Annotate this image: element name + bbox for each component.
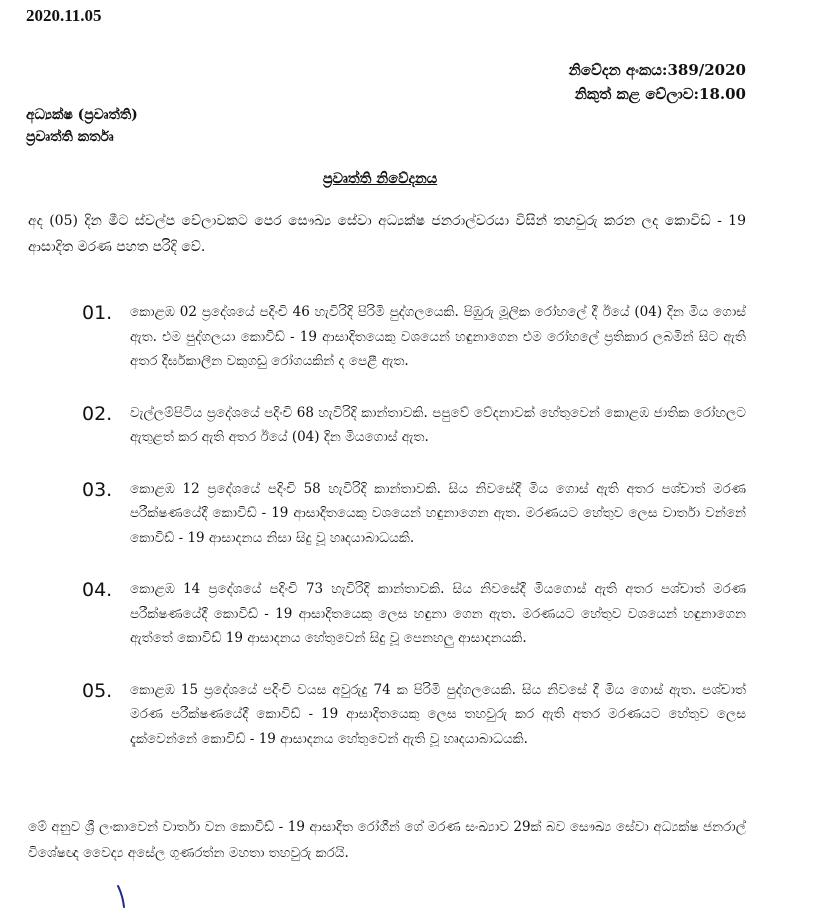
issuer-subtitle: ප්‍රවෘත්ති කර්තෘ <box>26 129 114 145</box>
case-item <box>82 300 746 374</box>
case-number: 03. <box>82 478 113 501</box>
release-time: නිකුත් කළ වේලාව:18.00 <box>574 85 746 103</box>
case-item <box>82 401 746 450</box>
release-info <box>569 58 746 106</box>
case-description: වැල්ලම්පිටිය ප්‍රදේශයේ පදිංචි 68 හැවිරිදි කාන්තාවකි. පපුවේ වේදනාවක් හේතුවෙන් කොළඹ ජාතික රෝහලට ඇතුළත් කර ඇති අතර ඊයේ (04) දින මියගොස් ඇත. <box>130 404 746 445</box>
case-description: කොළඹ 02 ප්‍රදේශයේ පදිංචි 46 හැවිරිදි පිරිමි පුද්ගලයෙකි. පිඹුරු මූලික රෝහලේ දී ඊයේ (04) දින මිය ගොස් ඇත. එම පුද්ගලයා කොවිඩ් - 19 ආසාදිතයෙකු වශයෙන් හඳුනාගෙන එම රෝහලේ ප්‍රතිකාර ලබමින් සිට ඇති අතර දීර්ඝකාලීන වකුගඩු රෝගයකින් ද පෙළී ඇත. <box>130 304 746 369</box>
conclusion-paragraph: මේ අනුව ශ්‍රී ලංකාවෙන් වාර්තා වන කොවිඩ් - 19 ආසාදිත රෝගීන් ගේ මරණ සංඛ්‍යාව 29ක් බව සෞඛ්‍ය සේවා අධ්‍යක්ෂ ජනරාල් විශේෂඥ වෛද්‍ය අසේල ගුණරත්න මහතා තහවුරු කරයි. <box>28 819 746 861</box>
case-number: 04. <box>82 579 113 601</box>
case-item <box>82 577 746 651</box>
issuer-block <box>26 104 138 148</box>
signature-mark <box>112 884 132 908</box>
document-heading: ප්‍රවෘත්ති නිවේදනය <box>322 170 438 187</box>
case-item <box>82 477 746 551</box>
case-number: 01. <box>82 302 113 324</box>
case-description: කොළඹ 14 ප්‍රදේශයේ පදිංචි 73 හැවිරිදි කාන්තාවකි. සිය නිවසේදී මියගොස් ඇති අතර පශ්චාත් මරණ පරීක්ෂණයේදී කොවිඩ් - 19 ආසාදිතයෙකු ලෙස හඳුනා ගෙන ඇත. මරණයට හේතුව වශයෙන් හඳුනාගෙන ඇත්තේ කොවිඩ් 19 ආසාදනය හේතුවෙන් සිදු වූ පෙනහලු ආසාදනයකි. <box>130 581 746 646</box>
case-description: කොළඹ 12 ප්‍රදේශයේ පදිංචි 58 හැවිරිදි කාන්තාවකි. සිය නිවසේදී මිය ගොස් ඇති අතර පශ්චාත් මරණ පරීක්ෂණයේදී කොවිඩ් - 19 ආසාදිතයෙකු වශයෙන් හඳුනාගෙන ඇත. මරණයට හේතුව ලෙස වාර්තා වන්නේ කොවිඩ් - 19 ආසාදනය නිසා සිදු වූ හෘදයාබාධයකි. <box>130 480 746 546</box>
case-number: 05. <box>82 679 113 702</box>
intro-paragraph: අද (05) දින මීට ස්වල්ප වේලාවකට පෙර සෞඛ්‍ය සේවා අධ්‍යක්ෂ ජනරාල්වරයා විසින් තහවුරු කරන ලද කොවිඩ් - 19 ආසාදිත මරණ පහත පරිදි වේ. <box>28 213 746 255</box>
release-number: නිවේදන අංකය:389/2020 <box>568 61 746 79</box>
case-list <box>82 300 746 778</box>
case-number: 02. <box>82 402 113 425</box>
release-date: 2020.11.05 <box>26 6 102 25</box>
issuer-title: අධ්‍යක්ෂ (ප්‍රවෘත්ති) <box>26 107 138 123</box>
case-item <box>82 678 746 752</box>
case-description: කොළඹ 15 ප්‍රදේශයේ පදිංචි වයස අවුරුදු 74 ක පිරිමි පුද්ගලයෙකි. සිය නිවසේ දී මිය ගොස් ඇත. පශ්චාත් මරණ පරීක්ෂණයේදී කොවිඩ් - 19 ආසාදිතයෙකු ලෙස තහවුරු කර ඇති අතර මරණයට හේතුව ලෙස දැක්වෙන්නේ කොවිඩ් - 19 ආසාදනය හේතුවෙන් ඇති වූ හෘදයාබාධයකි. <box>130 681 746 747</box>
